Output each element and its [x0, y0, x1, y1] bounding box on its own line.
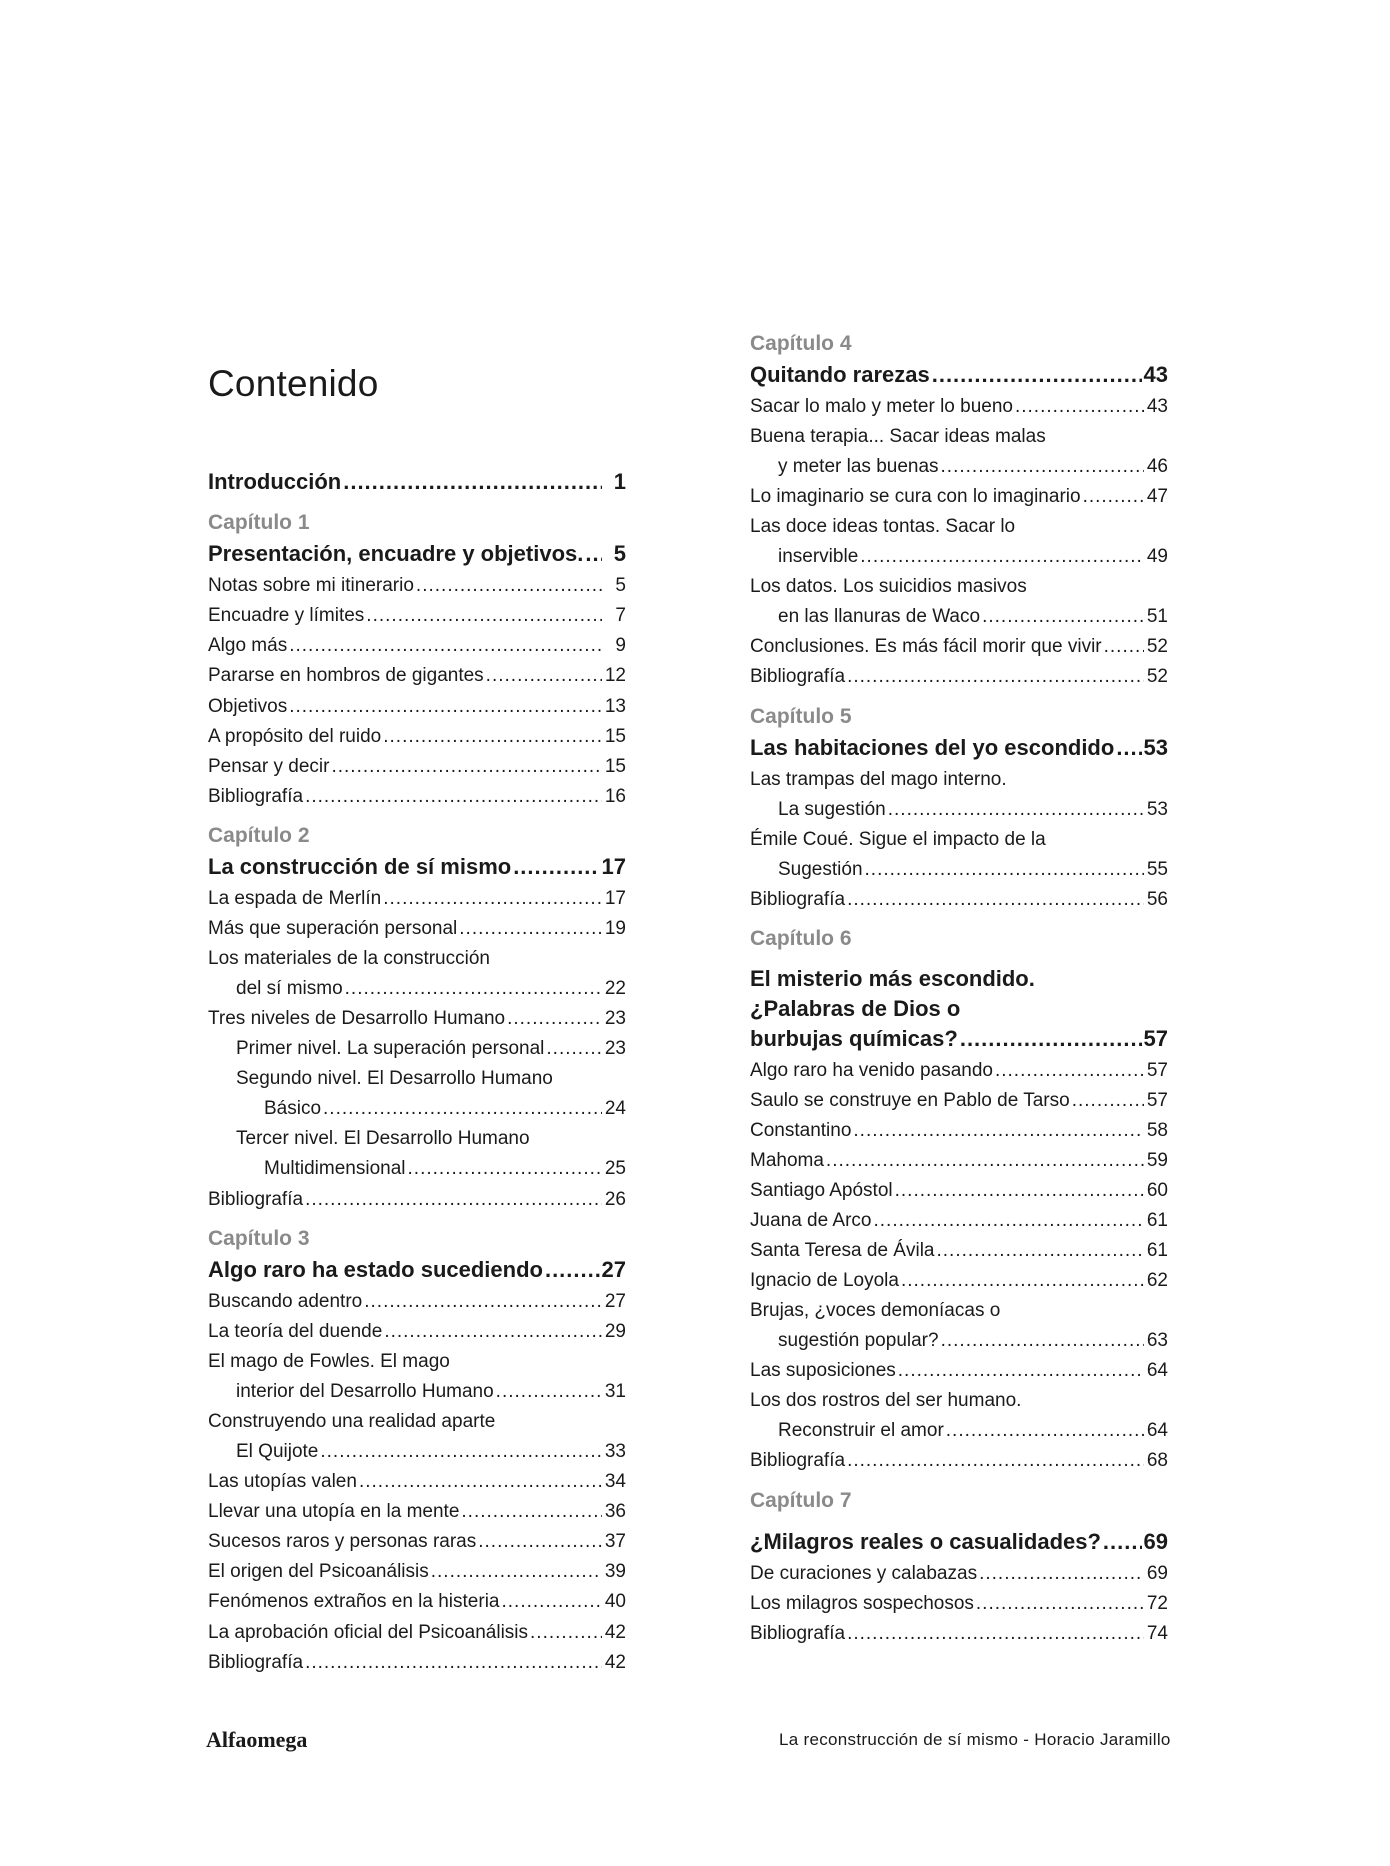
chapter-heading — [208, 824, 626, 848]
page-number: 57 — [1146, 1060, 1168, 1081]
dot-leader — [847, 888, 1144, 912]
toc-entry-line — [750, 828, 1168, 852]
entry-title: Pararse en hombros de gigantes — [208, 665, 484, 686]
page-title: Contenido — [208, 362, 379, 404]
entry-title: Bibliografía — [208, 1189, 304, 1210]
chapter-title — [750, 967, 1168, 991]
toc-entry — [208, 755, 626, 779]
page-number: 55 — [1146, 859, 1168, 880]
entry-title: Multidimensional — [264, 1158, 406, 1179]
dot-leader — [1072, 1089, 1144, 1113]
toc-entry — [750, 1239, 1168, 1263]
dot-leader — [323, 1097, 602, 1121]
entry-title: Las habitaciones del yo escondido — [750, 735, 1115, 760]
toc-entry — [208, 917, 626, 941]
page-number: 19 — [604, 918, 626, 939]
toc-entry — [208, 1590, 626, 1614]
entry-title: Capítulo 6 — [750, 927, 852, 950]
entry-title: De curaciones y calabazas — [750, 1563, 978, 1584]
toc-entry — [208, 1188, 626, 1212]
entry-title: Capítulo 1 — [208, 511, 310, 534]
entry-title: interior del Desarrollo Humano — [236, 1381, 494, 1402]
toc-entry — [750, 665, 1168, 689]
toc-entry — [750, 1359, 1168, 1383]
entry-title: Bibliografía — [750, 666, 846, 687]
toc-entry-line — [750, 1389, 1168, 1413]
dot-leader — [530, 1621, 602, 1645]
entry-title: Capítulo 3 — [208, 1227, 310, 1250]
toc-entry-line — [750, 425, 1168, 449]
entry-title: ¿Palabras de Dios o — [750, 996, 961, 1021]
entry-title: burbujas químicas? — [750, 1026, 958, 1051]
chapter-title — [750, 736, 1168, 760]
page-number: 17 — [604, 888, 626, 909]
toc-entry — [208, 604, 626, 628]
toc-entry-continued — [750, 545, 1168, 569]
entry-title: Brujas, ¿voces demoníacas o — [750, 1300, 1001, 1321]
entry-title: Los datos. Los suicidios masivos — [750, 576, 1027, 597]
dot-leader — [384, 1320, 602, 1344]
dot-leader — [853, 1119, 1144, 1143]
page-number: 25 — [604, 1158, 626, 1179]
toc-entry — [208, 1470, 626, 1494]
entry-title: ¿Milagros reales o casualidades? — [750, 1529, 1101, 1554]
page-number: 46 — [1146, 456, 1168, 477]
entry-title: Capítulo 7 — [750, 1489, 852, 1512]
toc-entry — [750, 1269, 1168, 1293]
dot-leader — [937, 1239, 1145, 1263]
page-number: 58 — [1146, 1120, 1168, 1141]
page-number: 47 — [1146, 486, 1168, 507]
page-number: 42 — [604, 1652, 626, 1673]
page-number: 26 — [604, 1189, 626, 1210]
dot-leader — [847, 1622, 1144, 1646]
entry-title: Mahoma — [750, 1150, 824, 1171]
entry-title: Las doce ideas tontas. Sacar lo — [750, 516, 1016, 537]
entry-title: Las trampas del mago interno. — [750, 769, 1007, 790]
dot-leader — [826, 1149, 1144, 1173]
page-number: 56 — [1146, 889, 1168, 910]
dot-leader — [941, 1329, 1144, 1353]
page-number: 37 — [604, 1531, 626, 1552]
entry-title: Algo raro ha venido pasando — [750, 1060, 993, 1081]
entry-title: Construyendo una realidad aparte — [208, 1411, 496, 1432]
entry-title: Santa Teresa de Ávila — [750, 1240, 935, 1261]
dot-leader — [873, 1209, 1144, 1233]
toc-entry — [208, 1290, 626, 1314]
entry-title: Santiago Apóstol — [750, 1180, 893, 1201]
dot-leader — [847, 665, 1144, 689]
entry-title: Tres niveles de Desarrollo Humano — [208, 1008, 506, 1029]
entry-title: Bibliografía — [208, 786, 304, 807]
entry-title: Tercer nivel. El Desarrollo Humano — [236, 1128, 530, 1149]
entry-title: La sugestión — [778, 799, 886, 820]
page-number: 60 — [1146, 1180, 1168, 1201]
chapter-heading — [750, 705, 1168, 729]
page-number: 15 — [604, 756, 626, 777]
page-number: 31 — [604, 1381, 626, 1402]
toc-entry — [208, 725, 626, 749]
dot-leader — [979, 1562, 1144, 1586]
chapter-title — [750, 363, 1168, 387]
dot-leader — [343, 470, 602, 494]
toc-entry — [208, 785, 626, 809]
dot-leader — [513, 855, 599, 879]
toc-entry — [750, 1089, 1168, 1113]
entry-title: El misterio más escondido. — [750, 966, 1035, 991]
chapter-title — [750, 1027, 1168, 1051]
page-number: 33 — [604, 1441, 626, 1462]
dot-leader — [320, 1440, 602, 1464]
page-number: 5 — [613, 541, 626, 566]
toc-entry — [750, 1179, 1168, 1203]
page-number: 43 — [1146, 396, 1168, 417]
dot-leader — [383, 725, 602, 749]
page-number: 63 — [1146, 1330, 1168, 1351]
chapter-title — [208, 1258, 626, 1282]
toc-entry — [208, 1500, 626, 1524]
entry-title: Las utopías valen — [208, 1471, 357, 1492]
chapter-heading — [750, 1489, 1168, 1513]
dot-leader — [408, 1157, 602, 1181]
page-number: 64 — [1146, 1360, 1168, 1381]
entry-title: El origen del Psicoanálisis — [208, 1561, 429, 1582]
toc-entry-continued — [750, 858, 1168, 882]
entry-title: Segundo nivel. El Desarrollo Humano — [236, 1068, 553, 1089]
entry-title: Émile Coué. Sigue el impacto de la — [750, 829, 1046, 850]
toc-entry — [750, 1449, 1168, 1473]
page-number: 68 — [1146, 1450, 1168, 1471]
toc-entry — [208, 695, 626, 719]
page-number: 17 — [601, 854, 626, 879]
dot-leader — [545, 1258, 600, 1282]
entry-title: Pensar y decir — [208, 756, 330, 777]
toc-entry-line — [208, 1067, 626, 1091]
toc-entry — [750, 635, 1168, 659]
dot-leader — [331, 755, 602, 779]
entry-title: Sacar lo malo y meter lo bueno — [750, 396, 1013, 417]
entry-title: Sugestión — [778, 859, 863, 880]
toc-entry — [750, 485, 1168, 509]
toc-entry — [208, 664, 626, 688]
dot-leader — [383, 887, 602, 911]
page-number: 49 — [1146, 546, 1168, 567]
chapter-heading — [208, 1227, 626, 1251]
toc-entry-line — [208, 1127, 626, 1151]
toc-entry — [208, 1007, 626, 1031]
page-number: 9 — [615, 635, 626, 656]
dot-leader — [995, 1059, 1144, 1083]
dot-leader — [1083, 485, 1144, 509]
page-number: 52 — [1146, 636, 1168, 657]
toc-entry — [750, 1562, 1168, 1586]
entry-title: Más que superación personal — [208, 918, 458, 939]
dot-leader — [546, 1037, 602, 1061]
entry-title: Buena terapia... Sacar ideas malas — [750, 426, 1046, 447]
page-number: 53 — [1143, 735, 1168, 760]
page-number: 23 — [604, 1008, 626, 1029]
page-number: 43 — [1143, 362, 1168, 387]
chapter-heading — [208, 511, 626, 535]
dot-leader — [366, 604, 602, 628]
page-number: 61 — [1146, 1210, 1168, 1231]
toc-entry-line — [750, 575, 1168, 599]
toc-entry-continued — [750, 605, 1168, 629]
entry-title: Algo raro ha estado sucediendo — [208, 1257, 543, 1282]
entry-title: del sí mismo — [236, 978, 343, 999]
entry-title: Las suposiciones — [750, 1360, 896, 1381]
entry-title: inservible — [778, 546, 859, 567]
entry-title: Llevar una utopía en la mente — [208, 1501, 460, 1522]
toc-entry-line — [750, 768, 1168, 792]
toc-entry — [750, 1592, 1168, 1616]
toc-entry — [750, 888, 1168, 912]
dot-leader — [1015, 395, 1144, 419]
page-number: 53 — [1146, 799, 1168, 820]
dot-leader — [946, 1419, 1144, 1443]
entry-title: La espada de Merlín — [208, 888, 382, 909]
entry-title: Saulo se construye en Pablo de Tarso — [750, 1090, 1070, 1111]
entry-title: Constantino — [750, 1120, 852, 1141]
chapter-title — [208, 542, 626, 566]
page-number: 51 — [1146, 606, 1168, 627]
page-number: 5 — [615, 575, 626, 596]
dot-leader — [1116, 736, 1141, 760]
toc-entry-continued — [208, 1380, 626, 1404]
entry-title: Ignacio de Loyola — [750, 1270, 899, 1291]
page-number: 72 — [1146, 1593, 1168, 1614]
dot-leader — [941, 455, 1144, 479]
dot-leader — [459, 917, 602, 941]
dot-leader — [888, 798, 1144, 822]
page-number: 64 — [1146, 1420, 1168, 1441]
toc-entry-continued — [208, 977, 626, 1001]
entry-title: Los milagros sospechosos — [750, 1593, 974, 1614]
page-number: 12 — [604, 665, 626, 686]
page-number: 52 — [1146, 666, 1168, 687]
dot-leader — [502, 1590, 603, 1614]
toc-entry-continued — [208, 1097, 626, 1121]
dot-leader — [865, 858, 1144, 882]
entry-title: Básico — [264, 1098, 322, 1119]
dot-leader — [496, 1380, 602, 1404]
entry-title: Bibliografía — [750, 1623, 846, 1644]
page-number: 40 — [604, 1591, 626, 1612]
dot-leader — [359, 1470, 602, 1494]
page-number: 57 — [1146, 1090, 1168, 1111]
dot-leader — [364, 1290, 602, 1314]
toc-entry — [750, 1119, 1168, 1143]
toc-entry — [750, 1059, 1168, 1083]
entry-title: Bibliografía — [208, 1652, 304, 1673]
entry-title: Los materiales de la construcción — [208, 948, 490, 969]
page-number: 34 — [604, 1471, 626, 1492]
dot-leader — [898, 1359, 1144, 1383]
entry-title: Primer nivel. La superación personal — [236, 1038, 545, 1059]
dot-leader — [461, 1500, 602, 1524]
chapter-title — [750, 997, 1168, 1021]
dot-leader — [478, 1530, 602, 1554]
entry-title: Objetivos — [208, 696, 288, 717]
toc-entry-line — [750, 1299, 1168, 1323]
entry-title: Capítulo 2 — [208, 824, 310, 847]
toc-entry-continued — [750, 1419, 1168, 1443]
page-number: 36 — [604, 1501, 626, 1522]
page-number: 1 — [613, 469, 626, 494]
entry-title: Fenómenos extraños en la histeria — [208, 1591, 500, 1612]
page-number: 22 — [604, 978, 626, 999]
page-number: 62 — [1146, 1270, 1168, 1291]
entry-title: Bibliografía — [750, 889, 846, 910]
page-number: 39 — [604, 1561, 626, 1582]
toc-entry — [750, 1149, 1168, 1173]
dot-leader — [289, 695, 602, 719]
page-number: 27 — [604, 1291, 626, 1312]
dot-leader — [901, 1269, 1144, 1293]
toc-entry-line — [208, 1410, 626, 1434]
page-number: 24 — [604, 1098, 626, 1119]
toc-entry-continued — [750, 455, 1168, 479]
entry-title: Quitando rarezas — [750, 362, 930, 387]
entry-title: Algo más — [208, 635, 288, 656]
publisher-name: Alfaomega — [206, 1727, 308, 1752]
book-title-footer: La reconstrucción de sí mismo - Horacio Jaramillo — [779, 1730, 1171, 1749]
toc-entry — [750, 1209, 1168, 1233]
toc-entry — [208, 1560, 626, 1584]
page-number: 42 — [604, 1622, 626, 1643]
entry-title: Capítulo 4 — [750, 332, 852, 355]
toc-entry — [208, 1320, 626, 1344]
page-number: 29 — [604, 1321, 626, 1342]
entry-title: La aprobación oficial del Psicoanálisis — [208, 1622, 529, 1643]
chapter-title — [208, 470, 626, 494]
toc-entry-continued — [208, 1037, 626, 1061]
toc-entry — [208, 574, 626, 598]
dot-leader — [585, 542, 602, 566]
dot-leader — [932, 363, 1142, 387]
toc-entry-continued — [750, 1329, 1168, 1353]
dot-leader — [976, 1592, 1144, 1616]
entry-title: Sucesos raros y personas raras — [208, 1531, 477, 1552]
page-number: 57 — [1143, 1026, 1168, 1051]
toc-entry-continued — [208, 1157, 626, 1181]
dot-leader — [431, 1560, 602, 1584]
page-number: 23 — [604, 1038, 626, 1059]
entry-title: Lo imaginario se cura con lo imaginario — [750, 486, 1081, 507]
entry-title: Buscando adentro — [208, 1291, 363, 1312]
toc-entry-line — [750, 515, 1168, 539]
page-number: 13 — [604, 696, 626, 717]
dot-leader — [847, 1449, 1144, 1473]
dot-leader — [305, 1188, 602, 1212]
chapter-title — [750, 1530, 1168, 1554]
entry-title: Capítulo 5 — [750, 705, 852, 728]
chapter-title — [208, 855, 626, 879]
page-number: 69 — [1146, 1563, 1168, 1584]
entry-title: Los dos rostros del ser humano. — [750, 1390, 1022, 1411]
toc-entry — [750, 395, 1168, 419]
entry-title: en las llanuras de Waco — [778, 606, 981, 627]
page-number: 59 — [1146, 1150, 1168, 1171]
toc-entry-continued — [750, 798, 1168, 822]
dot-leader — [305, 785, 602, 809]
dot-leader — [507, 1007, 602, 1031]
page-number: 15 — [604, 726, 626, 747]
dot-leader — [960, 1027, 1142, 1051]
dot-leader — [1103, 1530, 1142, 1554]
dot-leader — [345, 977, 602, 1001]
toc-entry-line — [208, 947, 626, 971]
toc-entry — [208, 887, 626, 911]
dot-leader — [860, 545, 1144, 569]
page-number: 7 — [615, 605, 626, 626]
dot-leader — [895, 1179, 1144, 1203]
entry-title: Notas sobre mi itinerario — [208, 575, 414, 596]
toc-entry-continued — [208, 1440, 626, 1464]
entry-title: y meter las buenas — [778, 456, 939, 477]
page-number: 69 — [1143, 1529, 1168, 1554]
toc-entry — [208, 634, 626, 658]
dot-leader — [416, 574, 602, 598]
toc-entry — [750, 1622, 1168, 1646]
entry-title: Encuadre y límites — [208, 605, 365, 626]
toc-entry-line — [208, 1350, 626, 1374]
dot-leader — [289, 634, 602, 658]
entry-title: La teoría del duende — [208, 1321, 383, 1342]
entry-title: La construcción de sí mismo — [208, 854, 512, 879]
entry-title: El Quijote — [236, 1441, 319, 1462]
chapter-heading — [750, 927, 1168, 951]
chapter-heading — [750, 332, 1168, 356]
toc-entry — [208, 1530, 626, 1554]
entry-title: Juana de Arco — [750, 1210, 872, 1231]
entry-title: Introducción — [208, 469, 342, 494]
entry-title: A propósito del ruido — [208, 726, 382, 747]
toc-entry — [208, 1621, 626, 1645]
page-number: 27 — [601, 1257, 626, 1282]
dot-leader — [982, 605, 1144, 629]
dot-leader — [1104, 635, 1144, 659]
entry-title: El mago de Fowles. El mago — [208, 1351, 450, 1372]
entry-title: sugestión popular? — [778, 1330, 939, 1351]
entry-title: Presentación, encuadre y objetivos. — [208, 541, 584, 566]
dot-leader — [486, 664, 602, 688]
toc-entry — [208, 1651, 626, 1675]
entry-title: Bibliografía — [750, 1450, 846, 1471]
page-number: 16 — [604, 786, 626, 807]
entry-title: Reconstruir el amor — [778, 1420, 944, 1441]
page-number: 61 — [1146, 1240, 1168, 1261]
page-number: 74 — [1146, 1623, 1168, 1644]
dot-leader — [305, 1651, 602, 1675]
entry-title: Conclusiones. Es más fácil morir que vivir — [750, 636, 1102, 657]
